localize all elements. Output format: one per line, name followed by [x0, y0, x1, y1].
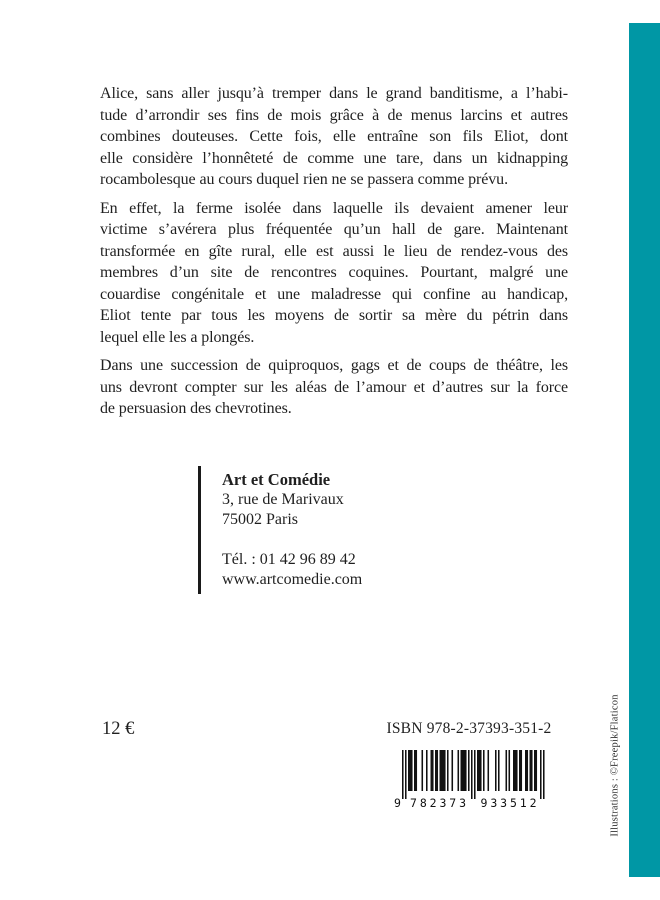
synopsis-line: elle considère l’honnêteté de comme une tare, dans un kidnapping — [100, 149, 568, 167]
isbn-block — [382, 720, 556, 808]
synopsis-line: Dans une succession de quiproquos, gags et de coups de théâtre, les — [100, 357, 568, 374]
illustration-credit — [600, 688, 630, 843]
synopsis-line: de persuasion des chevrotines. — [100, 400, 292, 417]
barcode — [393, 750, 545, 808]
isbn-text: ISBN 978-2-37393-351-2 — [386, 720, 552, 737]
synopsis-line: Eliot tente par tous les moyens de sortir sa mère du pétrin dans — [100, 307, 568, 324]
synopsis-line: tude d’arrondir ses fins de mois grâce à de menus larcins et autres — [100, 106, 568, 124]
synopsis-line: uns devront compter sur les aléas de l’amour et d’autres sur la force — [100, 378, 568, 396]
synopsis-line: En effet, la ferme isolée dans laquelle ils devaient amener leur — [100, 199, 568, 217]
svg-text:933512: 933512 — [480, 796, 537, 808]
synopsis-paragraph — [100, 83, 568, 191]
publisher-address-line1: 3, rue de Marivaux — [222, 491, 344, 508]
publisher-block — [198, 466, 362, 594]
synopsis-line: combines douteuses. Cette fois, elle entraîne son fils Eliot, dont — [100, 128, 568, 145]
synopsis-line: couardise congénitale et une maladresse qui confine au handicap, — [100, 285, 568, 303]
synopsis-line: rocambolesque au cours duquel rien ne se passera comme prévu. — [100, 171, 508, 188]
publisher-spacer — [222, 530, 362, 550]
synopsis-line: Alice, sans aller jusqu’à tremper dans le grand banditisme, a l’habi- — [100, 85, 568, 102]
synopsis-paragraph — [100, 355, 568, 420]
publisher-website: www.artcomedie.com — [222, 571, 363, 588]
synopsis-text — [100, 83, 568, 427]
synopsis-line: transformée en gîte rural, elle est aussi le lieu de rendez-vous des — [100, 242, 568, 260]
synopsis-line: lequel elle les a plongés. — [100, 328, 255, 346]
publisher-name: Art et Comédie — [222, 470, 331, 489]
synopsis-paragraph — [100, 198, 568, 349]
publisher-phone: Tél. : 01 42 96 89 42 — [222, 551, 356, 568]
synopsis-line: victime s’avérera plus fréquentée qu’un hall de gare. Maintenant — [100, 221, 568, 238]
svg-text:9: 9 — [394, 796, 401, 808]
illustration-credit-text: Illustrations : ©Freepik/Flaticon — [609, 694, 621, 837]
teal-stripe — [629, 23, 660, 877]
publisher-address-line2: 75002 Paris — [222, 511, 298, 528]
svg-text:782373: 782373 — [410, 796, 466, 808]
price: 12 € — [102, 719, 135, 739]
synopsis-line: membres d’un site de rencontres coquines. Pourtant, malgré une — [100, 264, 568, 281]
